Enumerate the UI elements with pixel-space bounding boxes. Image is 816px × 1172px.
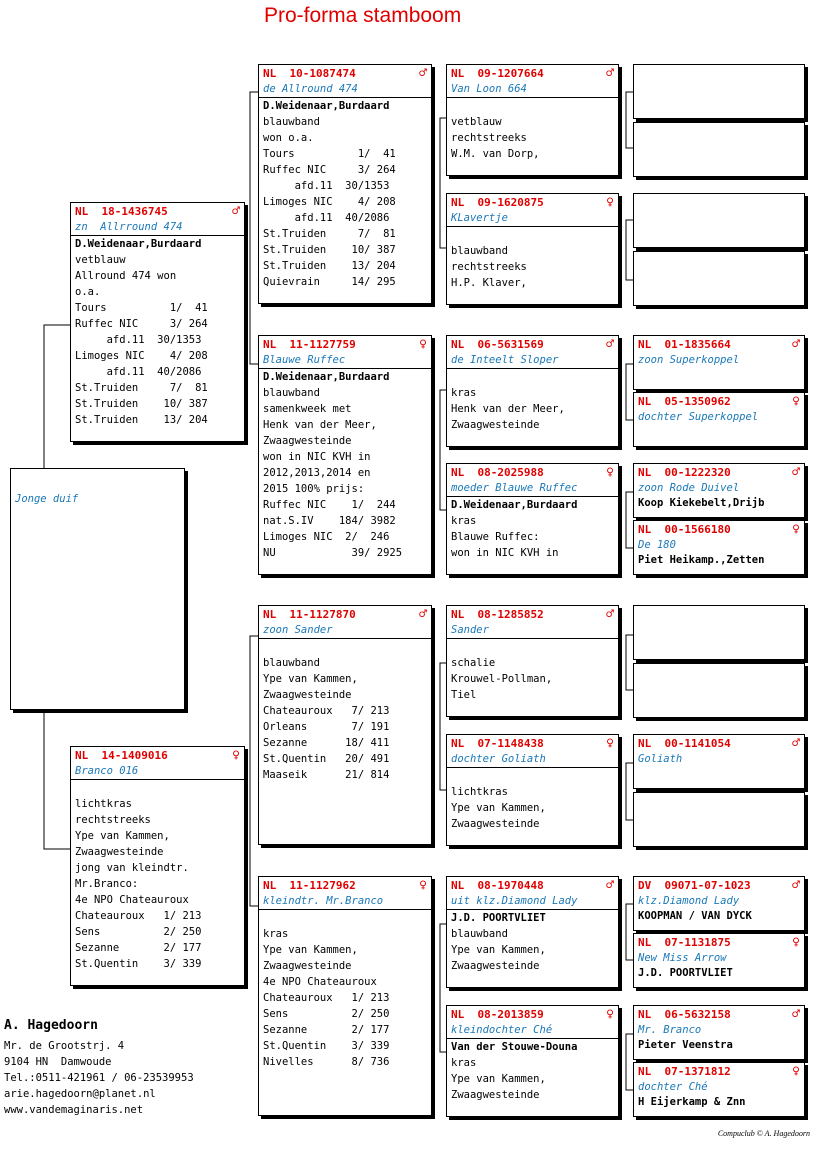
- owner-name: A. Hagedoorn: [4, 1018, 98, 1033]
- ring-number: NL 05-1350962: [638, 394, 731, 408]
- info-line: Tours 1/ 41: [263, 148, 396, 160]
- pigeon-name: Mr. Branco: [638, 1024, 702, 1036]
- gen3-card-sdd[interactable]: [446, 463, 619, 575]
- pigeon-name: zoon Superkoppel: [638, 354, 740, 366]
- info-line: Zwaagwesteinde: [263, 689, 352, 701]
- subject-name: Jonge duif: [15, 493, 79, 505]
- pigeon-name: [634, 210, 804, 226]
- pigeon-name: [634, 809, 804, 825]
- female-icon: ♀: [792, 934, 800, 950]
- info-line: Nivelles 8/ 736: [263, 1056, 390, 1068]
- dam-sire-card[interactable]: [258, 605, 432, 845]
- info-line: W.M. van Dorp,: [451, 148, 540, 160]
- info-line: Sezanne 2/ 177: [75, 942, 202, 954]
- info-line: Ruffec NIC 3/ 264: [263, 164, 396, 176]
- gen4-card[interactable]: [633, 122, 805, 177]
- pigeon-name: Sander: [447, 622, 618, 639]
- info-line: Zwaagwesteinde: [451, 960, 540, 972]
- gen3-card-dss[interactable]: [446, 605, 619, 717]
- gen4-card[interactable]: [633, 193, 805, 248]
- gen4-card[interactable]: [633, 463, 805, 518]
- gen3-card-sds[interactable]: [446, 335, 619, 447]
- gen3-card-dds[interactable]: [446, 876, 619, 988]
- info-line: Tiel: [451, 689, 477, 701]
- info-line: blauwband: [451, 245, 508, 257]
- breeder: D.Weidenaar,Burdaard: [75, 238, 202, 250]
- ring-number: NL 10-1087474: [263, 66, 356, 80]
- info-line: Chateauroux 1/ 213: [75, 910, 202, 922]
- gen4-card[interactable]: [633, 335, 805, 390]
- gen3-card-sss[interactable]: [446, 64, 619, 176]
- pigeon-name: kleindtr. Mr.Branco: [259, 893, 431, 910]
- info-line: St.Truiden 13/ 204: [263, 260, 396, 272]
- breeder: [634, 767, 804, 782]
- male-icon: ♂: [606, 336, 614, 352]
- info-line: rechtstreeks: [451, 132, 527, 144]
- owner-email[interactable]: arie.hagedoorn@planet.nl: [4, 1088, 156, 1100]
- pigeon-name: Goliath: [638, 753, 683, 765]
- info-line: H.P. Klaver,: [451, 277, 527, 289]
- info-line: afd.11 30/1353: [263, 180, 390, 192]
- gen4-card[interactable]: [633, 663, 805, 718]
- pigeon-name: Van Loon 664: [447, 81, 618, 98]
- info-line: [447, 369, 618, 385]
- pigeon-name: de Inteelt Sloper: [447, 352, 618, 369]
- info-line: jong van kleindtr.: [75, 862, 189, 874]
- gen4-card[interactable]: [633, 520, 805, 575]
- footer-credit: Compuclub © A. Hagedoorn: [717, 1129, 810, 1138]
- gen4-card[interactable]: [633, 1005, 805, 1060]
- ring-number: NL 06-5632158: [638, 1007, 731, 1021]
- male-icon: ♂: [419, 65, 427, 81]
- breeder: Piet Heikamp.,Zetten: [638, 554, 765, 566]
- pigeon-name: zn Allrround 474: [71, 219, 244, 236]
- ring-number: NL 00-1222320: [638, 465, 731, 479]
- breeder: J.D. POORTVLIET: [451, 912, 546, 924]
- info-line: [259, 910, 431, 926]
- male-icon: ♂: [419, 606, 427, 622]
- female-icon: ♀: [792, 521, 800, 537]
- info-line: Sezanne 18/ 411: [263, 737, 390, 749]
- owner-website[interactable]: www.vandemaginaris.net: [4, 1104, 144, 1116]
- info-line: Chateauroux 7/ 213: [263, 705, 390, 717]
- info-line: kras: [451, 387, 477, 399]
- info-line: Ruffec NIC 3/ 264: [75, 318, 208, 330]
- breeder: [634, 696, 804, 711]
- pigeon-name: KLavertje: [447, 210, 618, 227]
- gen4-card[interactable]: [633, 64, 805, 119]
- info-line: St.Truiden 7/ 81: [75, 382, 208, 394]
- male-icon: ♂: [792, 336, 800, 352]
- pigeon-name: zoon Rode Duivel: [638, 482, 740, 494]
- breeder: [634, 97, 804, 112]
- ring-number: NL 11-1127870: [263, 607, 356, 621]
- subject-card[interactable]: [10, 468, 185, 710]
- info-line: Zwaagwesteinde: [451, 818, 540, 830]
- gen3-card-ssd[interactable]: [446, 193, 619, 305]
- dam-card[interactable]: [70, 746, 245, 986]
- ring-number: NL 07-1371812: [638, 1064, 731, 1078]
- gen4-card[interactable]: [633, 876, 805, 931]
- info-line: Limoges NIC 4/ 208: [263, 196, 396, 208]
- breeder: [634, 425, 804, 440]
- info-line: samenkweek met: [263, 403, 352, 415]
- info-line: blauwband: [263, 116, 320, 128]
- info-line: St.Truiden 10/ 387: [75, 398, 208, 410]
- page-title: Pro-forma stamboom: [264, 4, 462, 27]
- female-icon: ♀: [606, 735, 614, 751]
- pigeon-name: New Miss Arrow: [638, 952, 727, 964]
- info-line: blauwband: [451, 928, 508, 940]
- breeder: D.Weidenaar,Burdaard: [263, 371, 390, 383]
- gen4-card[interactable]: [633, 392, 805, 447]
- info-line: Chateauroux 1/ 213: [263, 992, 390, 1004]
- male-icon: ♂: [792, 735, 800, 751]
- gen4-card[interactable]: [633, 605, 805, 660]
- male-icon: ♂: [792, 877, 800, 893]
- info-line: blauwband: [263, 387, 320, 399]
- ring-number: NL 00-1141054: [638, 736, 731, 750]
- pigeon-name: [634, 139, 804, 155]
- info-line: kras: [451, 1057, 477, 1069]
- breeder: [634, 638, 804, 653]
- ring-number: NL 18-1436745: [75, 204, 168, 218]
- info-line: lichtkras: [451, 786, 508, 798]
- info-line: Zwaagwesteinde: [263, 435, 352, 447]
- sire-card[interactable]: [70, 202, 245, 442]
- gen4-card[interactable]: [633, 1062, 805, 1117]
- female-icon: ♀: [232, 747, 240, 763]
- pigeon-name: [634, 622, 804, 638]
- pigeon-name: uit klz.Diamond Lady: [447, 893, 618, 910]
- ring-number: NL 00-1566180: [638, 522, 731, 536]
- ring-number: NL 14-1409016: [75, 748, 168, 762]
- info-line: won o.a.: [263, 132, 314, 144]
- info-line: Ype van Kammen,: [75, 830, 170, 842]
- gen4-card[interactable]: [633, 251, 805, 306]
- info-line: [447, 98, 618, 114]
- female-icon: ♀: [606, 194, 614, 210]
- breeder: D.Weidenaar,Burdaard: [451, 499, 578, 511]
- info-line: Limoges NIC 2/ 246: [263, 531, 390, 543]
- info-line: vetblauw: [451, 116, 502, 128]
- female-icon: ♀: [606, 1006, 614, 1022]
- info-line: Ype van Kammen,: [263, 673, 358, 685]
- breeder: [634, 368, 804, 383]
- ring-number: NL 06-5631569: [451, 337, 544, 351]
- male-icon: ♂: [606, 65, 614, 81]
- breeder: [634, 825, 804, 840]
- pigeon-name: [634, 81, 804, 97]
- info-line: nat.S.IV 184/ 3982: [263, 515, 396, 527]
- info-line: NU 39/ 2925: [263, 547, 403, 559]
- info-line: vetblauw: [75, 254, 126, 266]
- female-icon: ♀: [606, 464, 614, 480]
- info-line: kras: [263, 928, 289, 940]
- female-icon: ♀: [419, 877, 427, 893]
- ring-number: NL 07-1131875: [638, 935, 731, 949]
- info-line: St.Quentin 3/ 339: [75, 958, 202, 970]
- info-line: 2012,2013,2014 en: [263, 467, 371, 479]
- info-line: [259, 783, 431, 799]
- info-line: Zwaagwesteinde: [263, 960, 352, 972]
- info-line: Sens 2/ 250: [75, 926, 202, 938]
- info-line: Quievrain 14/ 295: [263, 276, 396, 288]
- info-line: Ype van Kammen,: [451, 944, 546, 956]
- info-line: o.a.: [75, 286, 101, 298]
- pigeon-name: zoon Sander: [259, 622, 431, 639]
- info-line: rechtstreeks: [75, 814, 151, 826]
- dam-dam-card[interactable]: [258, 876, 432, 1116]
- breeder: J.D. POORTVLIET: [638, 967, 733, 979]
- info-line: [71, 780, 244, 796]
- breeder: Koop Kiekebelt,Drijb: [638, 497, 765, 509]
- info-line: Blauwe Ruffec:: [451, 531, 540, 543]
- ring-number: NL 11-1127962: [263, 878, 356, 892]
- gen4-card[interactable]: [633, 933, 805, 988]
- info-line: Orleans 7/ 191: [263, 721, 390, 733]
- breeder: [634, 155, 804, 170]
- info-line: rechtstreeks: [451, 261, 527, 273]
- info-line: Sezanne 2/ 177: [263, 1024, 390, 1036]
- info-line: afd.11 40/2086: [263, 212, 390, 224]
- ring-number: DV 09071-07-1023: [638, 878, 751, 892]
- info-line: Limoges NIC 4/ 208: [75, 350, 208, 362]
- ring-number: NL 07-1148438: [451, 736, 544, 750]
- breeder: Van der Stouwe-Douna: [451, 1041, 578, 1053]
- info-line: Sens 2/ 250: [263, 1008, 390, 1020]
- info-line: Ruffec NIC 1/ 244: [263, 499, 396, 511]
- info-line: afd.11 30/1353: [75, 334, 202, 346]
- info-line: Mr.Branco:: [75, 878, 139, 890]
- sire-dam-card[interactable]: [258, 335, 432, 575]
- male-icon: ♂: [232, 203, 240, 219]
- gen3-card-ddd[interactable]: [446, 1005, 619, 1117]
- pigeon-name: dochter Goliath: [447, 751, 618, 768]
- pigeon-name: Branco 016: [71, 763, 244, 780]
- info-line: Zwaagwesteinde: [451, 419, 540, 431]
- info-line: schalie: [451, 657, 496, 669]
- sire-sire-card[interactable]: [258, 64, 432, 304]
- breeder: Pieter Veenstra: [638, 1039, 733, 1051]
- pigeon-name: de Allround 474: [259, 81, 431, 98]
- info-line: 2015 100% prijs:: [263, 483, 365, 495]
- pigeon-name: [634, 680, 804, 696]
- info-line: Zwaagwesteinde: [451, 1089, 540, 1101]
- info-line: [259, 799, 431, 815]
- breeder: [634, 226, 804, 241]
- info-line: [259, 639, 431, 655]
- pigeon-name: [634, 268, 804, 284]
- info-line: won in NIC KVH in: [263, 451, 371, 463]
- info-line: Henk van der Meer,: [451, 403, 565, 415]
- pigeon-name: dochter Ché: [638, 1081, 708, 1093]
- pigeon-name: Blauwe Ruffec: [259, 352, 431, 369]
- owner-city: 9104 HN Damwoude: [4, 1056, 112, 1068]
- info-line: Krouwel-Pollman,: [451, 673, 553, 685]
- pigeon-name: moeder Blauwe Ruffec: [447, 480, 618, 497]
- pigeon-name: De 180: [638, 539, 676, 551]
- male-icon: ♂: [606, 877, 614, 893]
- owner-phone: Tel.:0511-421961 / 06-23539953: [4, 1072, 194, 1084]
- info-line: St.Quentin 3/ 339: [263, 1040, 390, 1052]
- breeder: KOOPMAN / VAN DYCK: [638, 910, 752, 922]
- info-line: St.Quentin 20/ 491: [263, 753, 390, 765]
- ring-number: NL 09-1207664: [451, 66, 544, 80]
- info-line: blauwband: [263, 657, 320, 669]
- pigeon-name: klz.Diamond Lady: [638, 895, 740, 907]
- info-line: 4e NPO Chateauroux: [75, 894, 189, 906]
- info-line: lichtkras: [75, 798, 132, 810]
- pigeon-name: dochter Superkoppel: [638, 411, 759, 423]
- ring-number: NL 01-1835664: [638, 337, 731, 351]
- info-line: [447, 639, 618, 655]
- pigeon-name: kleindochter Ché: [447, 1022, 618, 1039]
- owner-address: Mr. de Grootstrj. 4: [4, 1040, 125, 1052]
- breeder: H Eijerkamp & Znn: [638, 1096, 746, 1108]
- info-line: kras: [451, 515, 477, 527]
- ring-number: NL 08-1285852: [451, 607, 544, 621]
- info-line: Henk van der Meer,: [263, 419, 377, 431]
- female-icon: ♀: [419, 336, 427, 352]
- male-icon: ♂: [606, 606, 614, 622]
- female-icon: ♀: [792, 1063, 800, 1079]
- info-line: Ype van Kammen,: [451, 1073, 546, 1085]
- info-line: [259, 1086, 431, 1102]
- gen4-card[interactable]: [633, 734, 805, 789]
- female-icon: ♀: [792, 393, 800, 409]
- info-line: St.Truiden 10/ 387: [263, 244, 396, 256]
- info-line: Ype van Kammen,: [451, 802, 546, 814]
- info-line: [259, 815, 431, 831]
- ring-number: NL 08-2025988: [451, 465, 544, 479]
- info-line: [447, 768, 618, 784]
- info-line: St.Truiden 7/ 81: [263, 228, 396, 240]
- ring-number: NL 08-2013859: [451, 1007, 544, 1021]
- info-line: [259, 1070, 431, 1086]
- breeder: [634, 284, 804, 299]
- gen3-card-dsd[interactable]: [446, 734, 619, 846]
- info-line: won in NIC KVH in: [451, 547, 559, 559]
- ring-number: NL 08-1970448: [451, 878, 544, 892]
- gen4-card[interactable]: [633, 792, 805, 847]
- info-line: Tours 1/ 41: [75, 302, 208, 314]
- info-line: 4e NPO Chateauroux: [263, 976, 377, 988]
- info-line: Allround 474 won: [75, 270, 177, 282]
- ring-number: NL 11-1127759: [263, 337, 356, 351]
- info-line: Ype van Kammen,: [263, 944, 358, 956]
- info-line: St.Truiden 13/ 204: [75, 414, 208, 426]
- male-icon: ♂: [792, 464, 800, 480]
- male-icon: ♂: [792, 1006, 800, 1022]
- info-line: Maaseik 21/ 814: [263, 769, 390, 781]
- info-line: Zwaagwesteinde: [75, 846, 164, 858]
- ring-number: NL 09-1620875: [451, 195, 544, 209]
- owner-info: [4, 1018, 194, 1118]
- breeder: D.Weidenaar,Burdaard: [263, 100, 390, 112]
- info-line: afd.11 40/2086: [75, 366, 202, 378]
- info-line: [447, 227, 618, 243]
